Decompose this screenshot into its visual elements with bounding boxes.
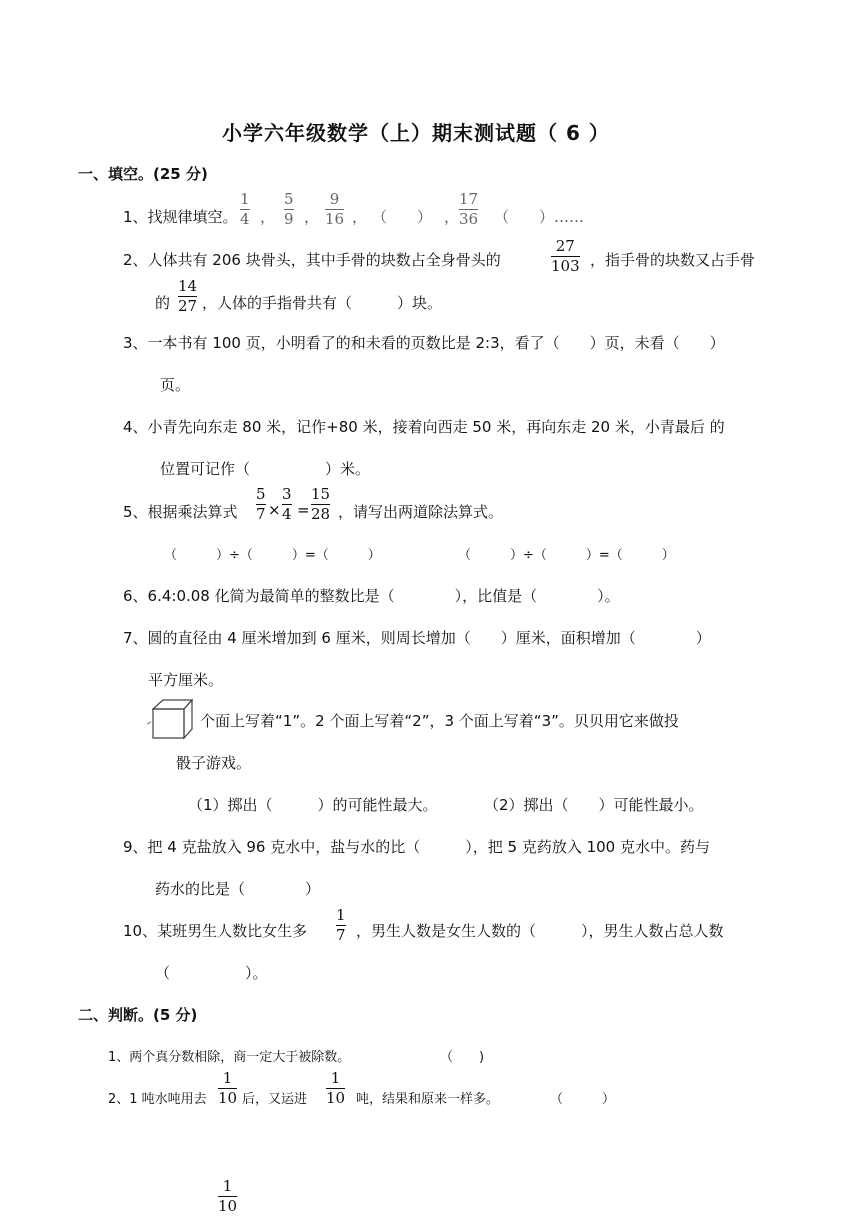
cube-icon [147, 698, 193, 740]
question-3-line-2: 页。 [160, 376, 191, 394]
question-5-part-1: 5、根据乘法算式 [123, 503, 238, 521]
numerator: 5 [256, 485, 266, 503]
q1-separator: ， [260, 208, 276, 226]
question-8-sub-2: （2）掷出（ ）可能性最小。 [484, 796, 704, 814]
denominator: 10 [326, 1089, 346, 1108]
judgement-2-part-3: 吨，结果和原来一样多。 [356, 1092, 500, 1107]
question-5-part-2: ，请写出两道除法算式。 [338, 503, 504, 521]
question-8-line-2: 骰子游戏。 [176, 754, 252, 772]
question-9-line-1: 9、把 4 克盐放入 96 克水中，盐与水的比（ ），把 5 克药放入 100 克水中。药与 [123, 838, 710, 856]
denominator: 10 [218, 1089, 238, 1108]
numerator: 1 [240, 190, 250, 208]
numerator: 17 [459, 190, 479, 208]
q1-fraction-1 [240, 191, 250, 229]
question-2-part-4: ，人体的手指骨共有（ ）块。 [202, 294, 443, 312]
question-4-line-2: 位置可记作（ ）米。 [160, 460, 371, 478]
denominator: 7 [256, 505, 266, 524]
question-7-line-2: 平方厘米。 [148, 671, 224, 689]
q1-fraction-4 [459, 191, 478, 229]
question-10-line-2: （ ）。 [155, 964, 268, 982]
numerator: 9 [329, 190, 340, 208]
denominator: 28 [311, 505, 331, 524]
q2-fraction-2 [178, 278, 197, 316]
q1-fraction-2 [284, 191, 294, 229]
numerator: 1 [222, 1177, 233, 1195]
question-7-line-1: 7、圆的直径由 4 厘米增加到 6 厘米，则周长增加（ ）厘米，面积增加（ ） [123, 629, 711, 647]
q1-separator: ， [304, 208, 320, 226]
q1-blank: （ ） [372, 208, 433, 226]
question-4-line-1: 4、小青先向东走 80 米，记作+80 米，接着向西走 50 米，再向东走 20 米，小青最后 的 [123, 418, 725, 436]
question-8-sub-1: （1）掷出（ ）的可能性最大。 [188, 796, 438, 814]
j2-fraction-2 [326, 1070, 345, 1108]
question-1-text: 1、找规律填空。 [123, 208, 238, 226]
q5-times-sign: × [268, 501, 281, 519]
q5-fraction-2 [282, 486, 292, 524]
judgement-2-part-2: 后，又运进 [242, 1092, 308, 1107]
numerator: 1 [336, 906, 346, 924]
denominator: 103 [551, 257, 580, 276]
numerator: 5 [284, 190, 294, 208]
denominator: 7 [336, 926, 346, 945]
page-title: 小学六年级数学（上）期末测试题（ 6 ） [222, 121, 610, 145]
question-8-line-1: 个面上写着“1”。2 个面上写着“2”，3 个面上写着“3”。贝贝用它来做投 [200, 712, 679, 730]
denominator: 27 [178, 297, 198, 316]
numerator: 1 [330, 1069, 341, 1087]
denominator: 16 [325, 210, 345, 229]
stray-fraction [218, 1178, 237, 1216]
q2-fraction-1 [551, 238, 580, 276]
question-10-part-1: 10、某班男生人数比女生多 [123, 922, 308, 940]
q5-fraction-3 [311, 486, 330, 524]
q1-separator: ， [352, 208, 368, 226]
q1-tail: （ ）…… [494, 208, 585, 226]
q5-division-blank-1: （ ）÷（ ）=（ ） [164, 548, 381, 563]
question-3-line-1: 3、一本书有 100 页，小明看了的和未看的页数比是 2:3，看了（ ）页，未看（ ） [123, 334, 725, 352]
judgement-2-part-1: 2、1 吨水吨用去 [108, 1092, 207, 1107]
denominator: 10 [218, 1197, 238, 1216]
denominator: 4 [282, 505, 292, 524]
numerator: 3 [282, 485, 292, 503]
j2-fraction-1 [218, 1070, 237, 1108]
numerator: 14 [178, 277, 198, 295]
question-9-line-2: 药水的比是（ ） [155, 880, 321, 898]
question-6: 6、6.4:0.08 化简为最简单的整数比是（ ），比值是（ ）。 [123, 587, 620, 605]
q1-separator: ， [444, 208, 460, 226]
judgement-1-paren: （ ) [440, 1050, 485, 1065]
question-2-part-3: 的 [155, 294, 171, 312]
question-2-part-1: 2、人体共有 206 块骨头，其中手骨的块数占全身骨头的 [123, 251, 501, 269]
q5-division-blank-2: （ ）÷（ ）=（ ） [458, 548, 675, 563]
section-heading-true-false: 二、判断。(5 分) [78, 1006, 198, 1024]
q1-fraction-3 [325, 191, 344, 229]
section-heading-fill-in: 一、填空。(25 分) [78, 165, 208, 183]
numerator: 15 [311, 485, 331, 503]
judgement-2-paren: （ ） [550, 1092, 616, 1107]
denominator: 4 [240, 210, 250, 229]
q5-fraction-1 [256, 486, 266, 524]
denominator: 9 [284, 210, 294, 229]
numerator: 1 [222, 1069, 233, 1087]
q5-equals-sign: = [297, 501, 310, 519]
q10-fraction [336, 907, 346, 945]
question-2-part-2: ，指手骨的块数又占手骨 [590, 251, 756, 269]
question-10-part-2: ，男生人数是女生人数的（ ），男生人数占总人数 [356, 922, 724, 940]
numerator: 27 [555, 237, 575, 255]
denominator: 36 [459, 210, 479, 229]
judgement-1-text: 1、两个真分数相除，商一定大于被除数。 [108, 1050, 351, 1065]
